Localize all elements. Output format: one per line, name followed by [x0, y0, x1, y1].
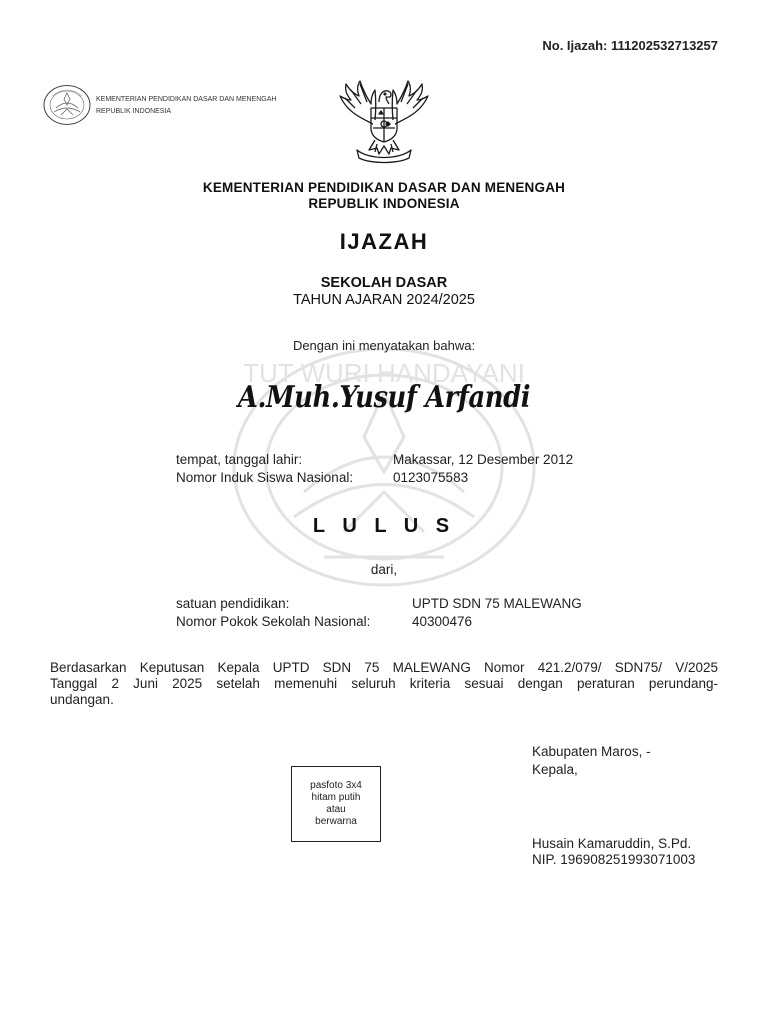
ministry-title-line2: REPUBLIK INDONESIA: [308, 196, 460, 211]
graduation-status: L U L U S: [312, 515, 456, 537]
nisn-value: 0123075583: [393, 470, 469, 485]
document-title: IJAZAH: [339, 229, 429, 254]
photo-line4: berwarna: [315, 816, 357, 827]
from-label: dari,: [370, 562, 398, 577]
logo-text-line1: KEMENTERIAN PENDIDIKAN DASAR DAN MENENGAH: [96, 96, 277, 103]
signature-nip: NIP. 196908251993071003: [532, 852, 696, 867]
signature-place: Kabupaten Maros, -: [532, 744, 651, 759]
watermark-motto: TUT WURI HANDAYANI: [243, 358, 525, 388]
photo-line2: hitam putih: [311, 792, 361, 803]
logo-text-line2: REPUBLIK INDONESIA: [96, 108, 172, 115]
birth-value: Makassar, 12 Desember 2012: [393, 452, 574, 467]
ministry-title: [0, 180, 768, 212]
statement-text: Dengan ini menyatakan bahwa:: [292, 338, 476, 353]
school-unit-label: satuan pendidikan:: [176, 596, 290, 611]
photo-line3: atau: [326, 804, 346, 815]
decree-paragraph: [50, 660, 718, 708]
student-name: A.Muh.Yusuf Arfandi: [237, 380, 531, 415]
decree-line2: Tanggal 2 Juni 2025 setelah memenuhi seluruh kriteria sesuai dengan peraturan perundang-: [50, 676, 718, 691]
signature-name: Husain Kamaruddin, S.Pd.: [532, 836, 692, 851]
photo-line1: pasfoto 3x4: [310, 780, 362, 791]
logo-text: [96, 94, 276, 118]
tut-wuri-handayani-logo-icon: [42, 84, 92, 126]
school-level: SEKOLAH DASAR: [320, 275, 448, 291]
school-level-block: [0, 275, 768, 309]
photo-placeholder: [291, 766, 381, 842]
nisn-label: Nomor Induk Siswa Nasional:: [176, 470, 354, 485]
signature-position: Kepala,: [532, 762, 578, 777]
npsn-label: Nomor Pokok Sekolah Nasional:: [176, 614, 371, 629]
npsn-value: 40300476: [412, 614, 473, 629]
school-unit-value: UPTD SDN 75 MALEWANG: [412, 596, 582, 611]
academic-year: TAHUN AJARAN 2024/2025: [293, 292, 475, 308]
ministry-title-line1: KEMENTERIAN PENDIDIKAN DASAR DAN MENENGAH: [202, 180, 566, 195]
ijazah-number: No. Ijazah: 111202532713257: [542, 38, 718, 53]
decree-line3: undangan.: [50, 692, 114, 707]
garuda-emblem-icon: [333, 78, 435, 164]
birth-label: tempat, tanggal lahir:: [176, 452, 303, 467]
decree-line1: Berdasarkan Keputusan Kepala UPTD SDN 75 MALEWANG Nomor 421.2/079/ SDN75/ V/2025: [50, 660, 718, 675]
